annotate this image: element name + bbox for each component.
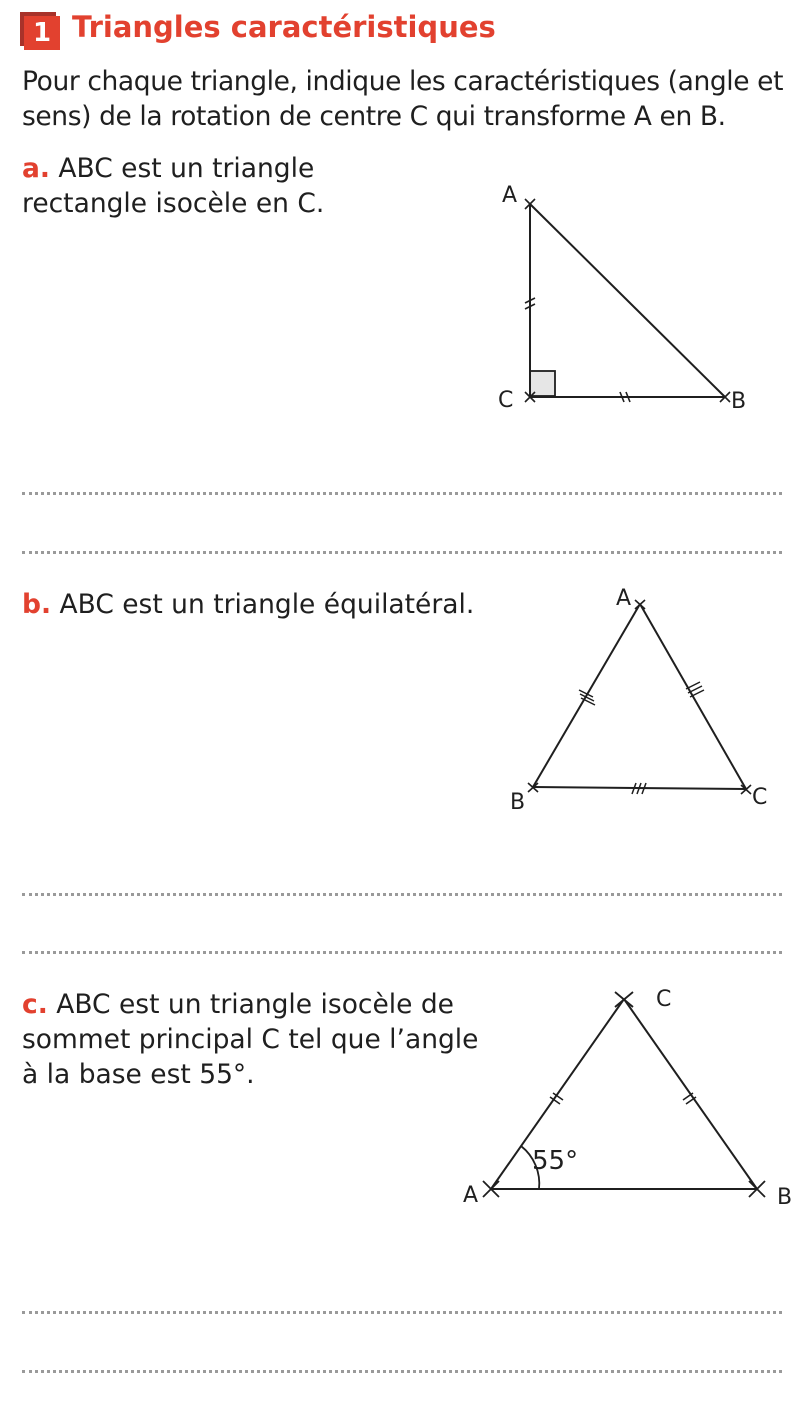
angle-arc-a [521, 1146, 539, 1189]
answer-line[interactable] [22, 551, 782, 554]
vertex-c-mark [615, 992, 633, 1007]
vertex-c-mark [741, 785, 751, 794]
question-c-letter: c. [22, 989, 48, 1020]
question-b-letter: b. [22, 589, 52, 620]
question-b-text [22, 587, 474, 622]
label-a: A [502, 183, 518, 208]
answer-line[interactable] [22, 1370, 782, 1373]
answer-line[interactable] [22, 492, 782, 495]
side-ab [533, 604, 640, 787]
exercise-title: Triangles caractéristiques [72, 10, 496, 44]
label-a: A [616, 586, 632, 611]
side-ac [491, 999, 624, 1189]
question-c-line2: sommet principal C tel que l’angle [22, 1024, 479, 1055]
label-c: C [752, 785, 768, 810]
answer-line[interactable] [22, 1311, 782, 1314]
vertex-a-mark [483, 1181, 499, 1197]
exercise-number-badge [20, 12, 60, 50]
equal-mark-cb [683, 1093, 696, 1104]
answer-line[interactable] [22, 893, 782, 896]
equal-mark-cb [620, 392, 630, 402]
side-cb [624, 999, 757, 1189]
vertex-a-mark [525, 199, 535, 209]
exercise-instructions: Pour chaque triangle, indique les caractéristiques (angle et sens) de la rotation de centre C qui transforme A en B. [22, 66, 784, 132]
label-c: C [498, 388, 514, 413]
label-b: B [731, 389, 747, 414]
right-angle-marker [530, 371, 555, 396]
vertex-c-mark [525, 392, 535, 402]
question-a-line1: ABC est un triangle [58, 153, 315, 184]
equal-mark-ac [686, 682, 704, 697]
question-c-text [22, 987, 478, 1092]
question-a-line2: rectangle isocèle en C. [22, 188, 325, 219]
question-a-letter: a. [22, 153, 50, 184]
question-a-text [22, 151, 324, 221]
side-ac [640, 604, 746, 789]
vertex-a-mark [635, 600, 645, 609]
equal-mark-ca [525, 298, 535, 309]
vertex-b-mark [720, 392, 730, 402]
side-ab [530, 204, 725, 397]
exercise-number: 1 [24, 16, 60, 50]
vertex-b-mark [528, 783, 538, 792]
question-c-line1: ABC est un triangle isocèle de [56, 989, 454, 1020]
angle-label: 55° [532, 1146, 579, 1176]
equal-mark-bc [632, 783, 646, 794]
vertex-b-mark [749, 1181, 765, 1197]
equal-mark-ab [579, 690, 595, 705]
label-a: A [463, 1183, 479, 1208]
question-c-line3: à la base est 55°. [22, 1059, 255, 1090]
question-b-line1: ABC est un triangle équilatéral. [59, 589, 475, 620]
label-b: B [777, 1185, 793, 1210]
label-b: B [510, 790, 526, 815]
answer-line[interactable] [22, 951, 782, 954]
equal-mark-ac [550, 1093, 563, 1104]
label-c: C [656, 987, 672, 1012]
side-bc [533, 787, 746, 789]
